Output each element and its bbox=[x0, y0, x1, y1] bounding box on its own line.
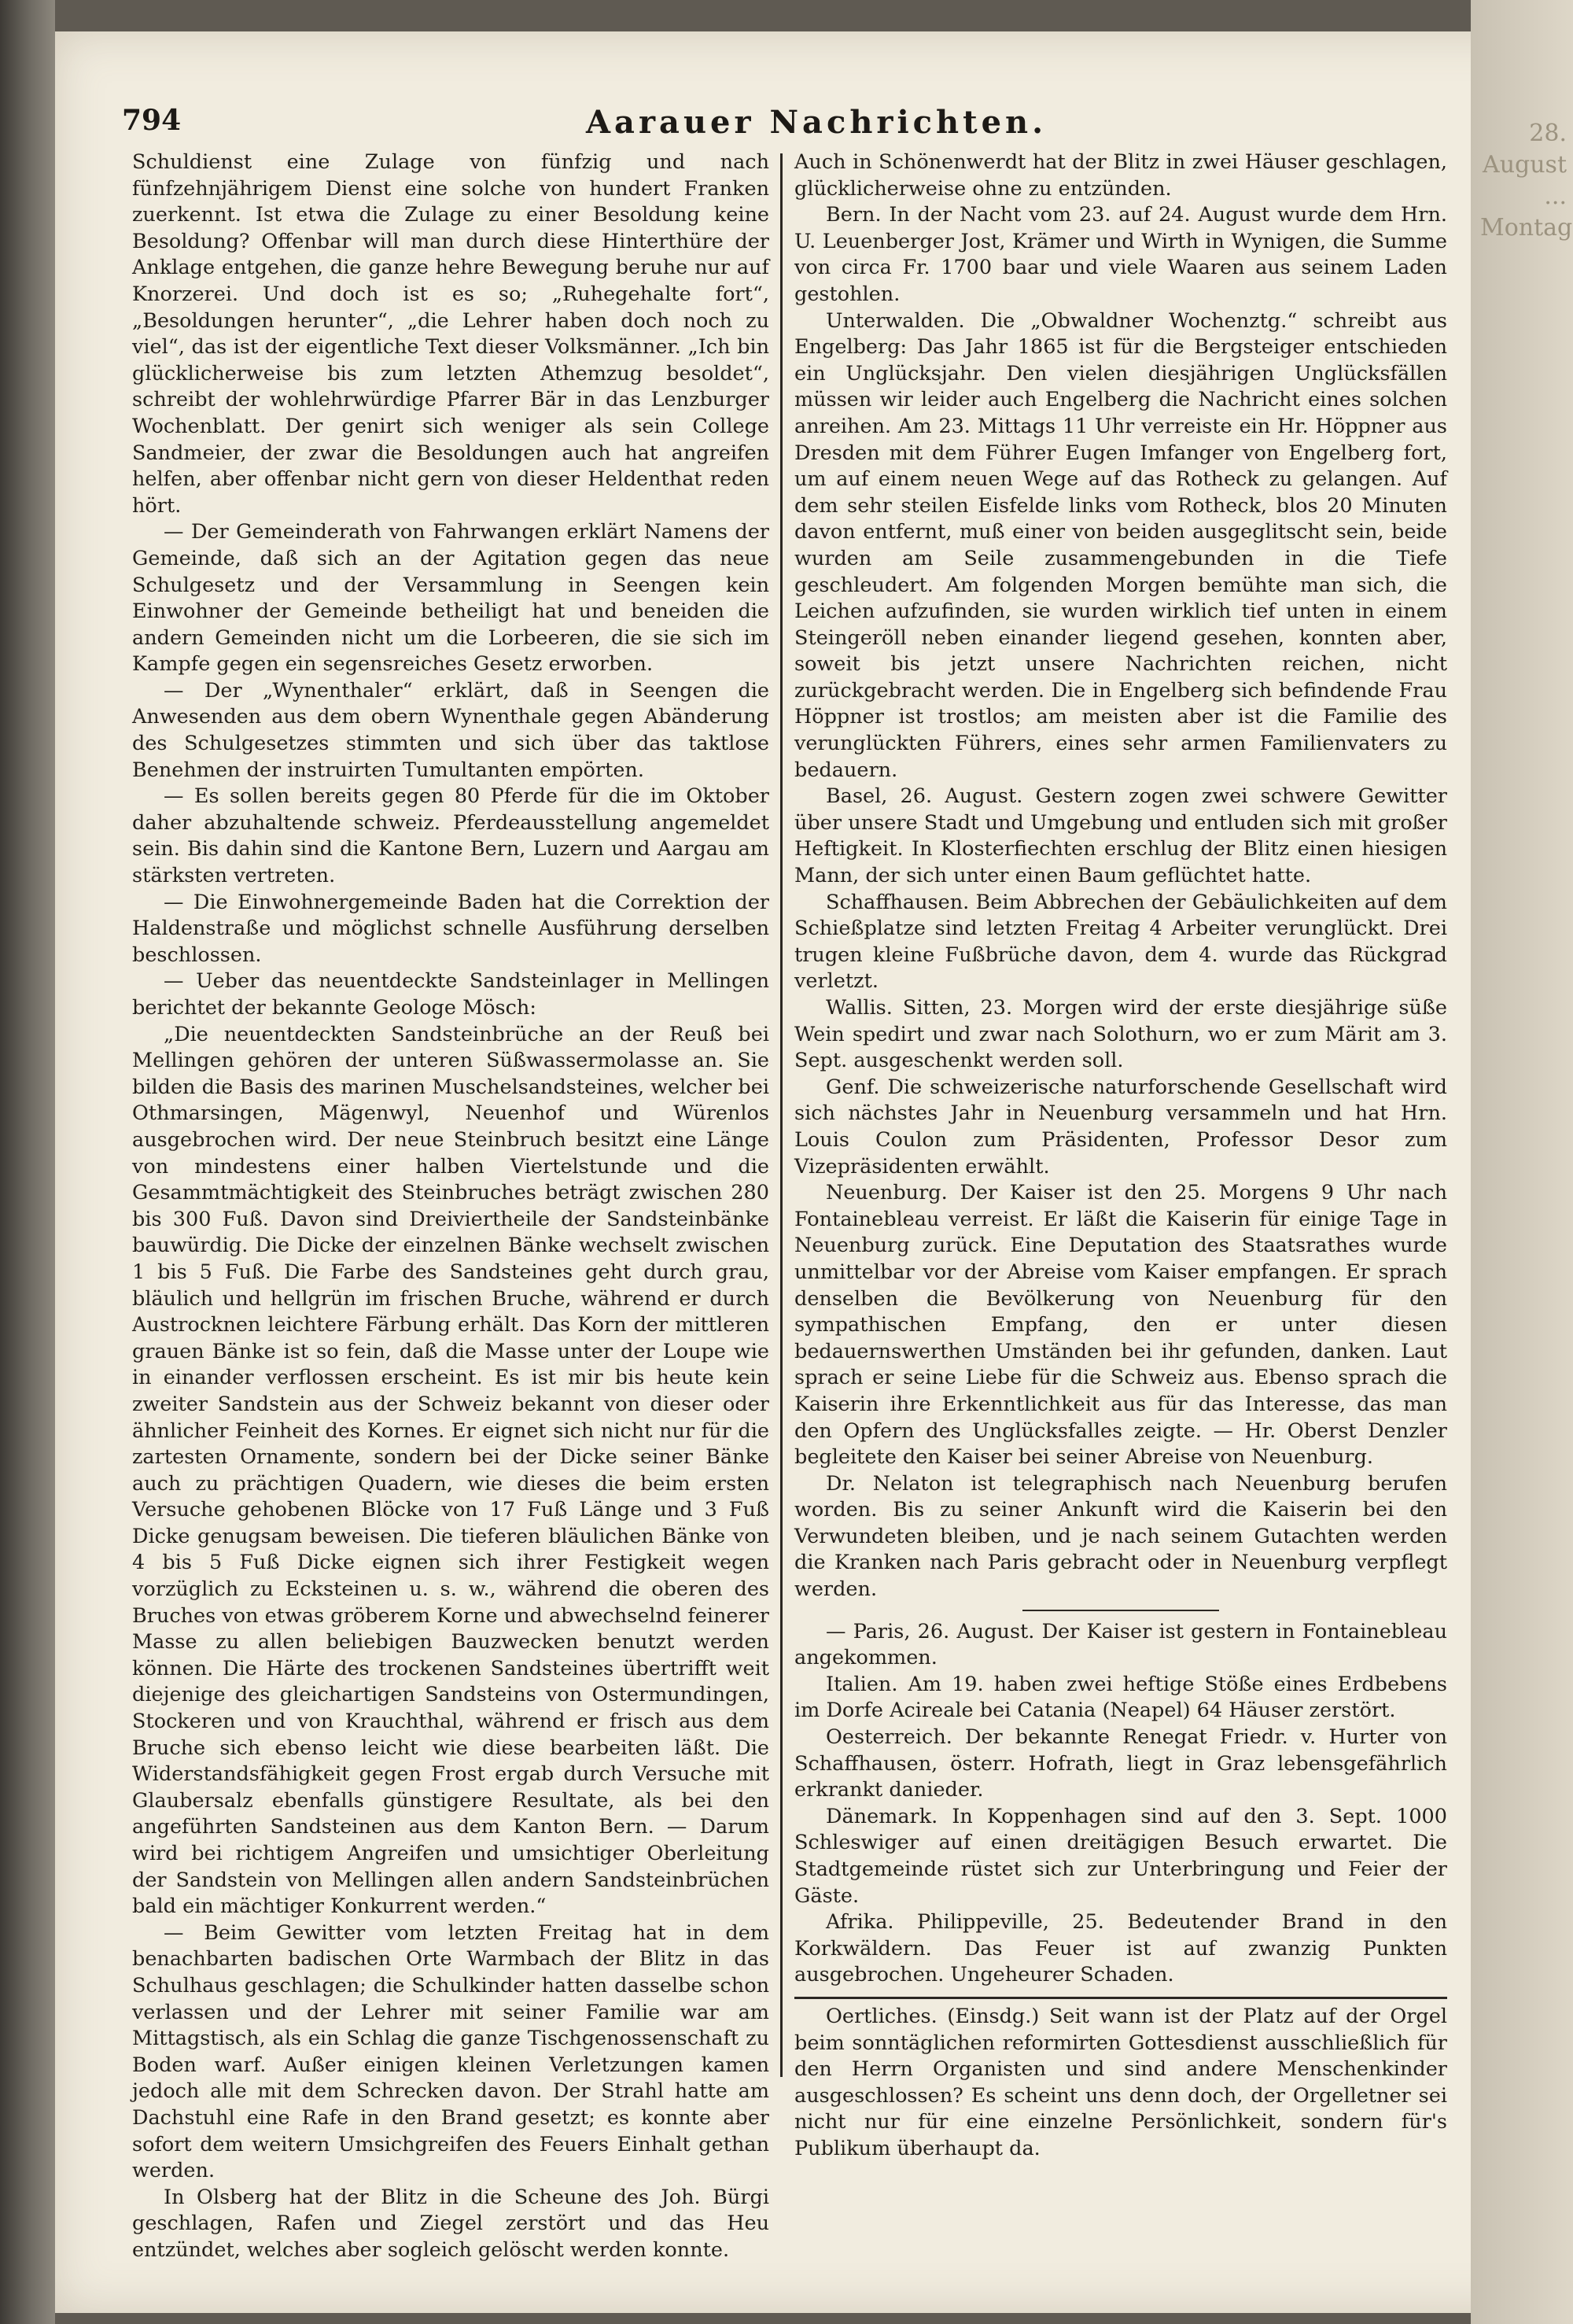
article-basel: Basel, 26. August. Gestern zogen zwei schwere Gewitter über unsere Stadt und Umgebung und entluden sich mit großer Heftigkeit. In Klosterfiechten erschlug der Blitz einen hiesigen Mann, der sich unter einen Baum geflüchtet hatte. bbox=[794, 784, 1447, 888]
article-paragraph: — Die Einwohnergemeinde Baden hat die Correktion der Haldenstraße und möglichst schnelle Ausführung derselben beschlossen. bbox=[132, 890, 769, 967]
article-bern: Bern. In der Nacht vom 23. auf 24. August wurde dem Hrn. U. Leuenberger Jost, Krämer und Wirth in Wynigen, die Summe von circa Fr. 1700 baar und viele Waaren aus seinem Laden gestohlen. bbox=[794, 203, 1447, 306]
page-number: 794 bbox=[122, 104, 182, 137]
article-paragraph: — Es sollen bereits gegen 80 Pferde für die im Oktober daher abzuhaltende schweiz. Pferdeausstellung angemeldet sein. Bis dahin sind die Kantone Bern, Luzern und Aargau am stärksten vertreten. bbox=[132, 784, 769, 888]
article-paragraph: Auch in Schönenwerdt hat der Blitz in zwei Häuser geschlagen, glücklicherweise ohne zu entzünden. bbox=[794, 150, 1447, 201]
article-paragraph: In Olsberg hat der Blitz in die Scheune des Joh. Bürgi geschlagen, Rafen und Ziegel zerstört und das Heu entzündet, welches aber sogleich gelöscht werden konnte. bbox=[132, 2185, 769, 2262]
article-paragraph: — Der Gemeinderath von Fahrwangen erklärt Namens der Gemeinde, daß sich an der Agitation gegen das neue Schulgesetz und der Versammlung in Seengen kein Einwohner der Gemeinde betheiligt hat und beneiden die andern Gemeinden nicht um die Lorbeeren, die sie sich im Kampfe gegen ein segensreiches Gesetz erworben. bbox=[132, 520, 769, 677]
article-paragraph: Schuldienst eine Zulage von fünfzig und nach fünfzehnjährigem Dienst eine solche von hundert Franken zuerkennt. Ist etwa die Zulage zu einer Besoldung keine Besoldung? Offenbar will man durch diese Hinterthüre der Anklage entgehen, die ganze hehre Bewegung beruhe nur auf Knorzerei. Und doch ist es so; „Ruhegehalte fort“, „Besoldungen herunter“, „die Lehrer haben doch noch zu viel“, das ist der eigentliche Text dieser Volksmänner. „Ich bin glücklicherweise bis zum letzten Athemzug besoldet“, schreibt der wohlehrwürdige Pfarrer Bär in das Lenzburger Wochenblatt. Der genirt sich weniger als sein College Sandmeier, der zwar die Besoldungen auch hat angreifen helfen, aber offenbar nicht gern von dieser Heldenthat reden hört. bbox=[132, 150, 769, 518]
article-oertliches: Oertliches. (Einsdg.) Seit wann ist der Platz auf der Orgel beim sonntäglichen reformirten Gottesdienst ausschließlich für den Herrn Organisten und sind andere Menschenkinder ausgeschlossen? Es scheint uns denn doch, der Orgelletner sei nicht nur für eine einzelne Persönlichkeit, sondern für's Publikum überhaupt da. bbox=[794, 2004, 1447, 2160]
article-afrika: Afrika. Philippeville, 25. Bedeutender Brand in den Korkwäldern. Das Feuer ist auf zwanzig Punkten ausgebrochen. Ungeheurer Schaden. bbox=[794, 1910, 1447, 1987]
masthead-title: Aarauer Nachrichten. bbox=[586, 104, 1048, 141]
article-daenemark: Dänemark. In Koppenhagen sind auf den 3. Sept. 1000 Schleswiger auf einen dreitägigen Besuch erwartet. Die Stadtgemeinde rüstet sich zur Unterbringung und Feier der Gäste. bbox=[794, 1804, 1447, 1908]
article-unterwalden: Unterwalden. Die „Obwaldner Wochenztg.“ schreibt aus Engelberg: Das Jahr 1865 ist für die Bergsteiger entschieden ein Unglücksjahr. Den vielen diesjährigen Unglücksfällen müssen wir leider auch Engelberg die Nachricht eines solchen anreihen. Am 23. Mittags 11 Uhr verreiste ein Hr. Höppner aus Dresden mit dem Führer Eugen Imfanger von Engelberg fort, um auf einem neuen Wege auf das Rotheck zu gelangen. Auf dem sehr steilen Eisfelde links vom Rotheck, blos 20 Minuten davon entfernt, muß einer von beiden ausgeglitscht sein, beide wurden am Seile zusammengebunden in die Tiefe geschleudert. Am folgenden Morgen bemühte man sich, die Leichen aufzufinden, sie wurden wirklich tief unten in einem Steingeröll neben einander liegend gesehen, konnten aber, soweit bis jetzt unsere Nachrichten reichen, nicht zurückgebracht werden. Die in Engelberg sich befindende Frau Höppner ist trostlos; am meisten aber ist die Familie des verunglückten Führers, eines sehr armen Familienvaters zu bedauern. bbox=[794, 308, 1447, 782]
left-column bbox=[132, 149, 769, 2264]
next-page-ghost-text: 28. August ... Montag bbox=[1480, 120, 1573, 242]
article-neuenburg: Neuenburg. Der Kaiser ist den 25. Morgens 9 Uhr nach Fontainebleau verreist. Er läßt die Kaiserin für einige Tage in Neuenburg zurück. Eine Deputation des Staatsrathes wurde unmittelbar vor der Abreise vom Kaiser empfangen. Er sprach denselben die Bevölkerung von Neuenburg für den sympathischen Empfang, den er unter diesen bedauernswerthen Umständen bei ihr gefunden, danken. Laut sprach er seine Liebe für die Schweiz aus. Ebenso sprach die Kaiserin ihre Erkenntlichkeit aus für das Interesse, das man den Opfern des Unglücksfalles zeigte. — Hr. Oberst Denzler begleitete den Kaiser bei seiner Abreise von Neuenburg. bbox=[794, 1181, 1447, 1470]
next-page-edge bbox=[1471, 0, 1573, 2324]
page-header bbox=[122, 104, 1451, 151]
quoted-report: „Die neuentdeckten Sandsteinbrüche an der Reuß bei Mellingen gehören der unteren Süßwassermolasse an. Sie bilden die Basis des marinen Muschelsandsteines, welcher bei Othmarsingen, Mägenwyl, Neuenhof und Würenlos ausgebrochen wird. Der neue Steinbruch besitzt eine Länge von mindestens einer halben Viertelstunde und die Gesammtmächtigkeit des Steinbruches beträgt zwischen 280 bis 300 Fuß. Davon sind Dreiviertheile der Sandsteinbänke bauwürdig. Die Dicke der einzelnen Bänke wechselt zwischen 1 bis 5 Fuß. Die Farbe des Sandsteines geht durch grau, bläulich und hellgrün im frischen Bruche, während er durch Austrocknen leichtere Färbung erhält. Das Korn der mittleren grauen Bänke ist so fein, daß die Masse unter der Loupe wie in einander verflossen erscheint. Es ist mir bis heute kein zweiter Sandstein aus der Schweiz bekannt von dieser oder ähnlicher Feinheit des Kornes. Er eignet sich nicht nur für die zartesten Ornamente, sondern bei der Dicke seiner Bänke auch zu prächtigen Quadern, wie dieses die beim ersten Versuche gehobenen Blöcke von 17 Fuß Länge und 3 Fuß Dicke genugsam beweisen. Die tieferen bläulichen Bänke von 4 bis 5 Fuß Dicke eignen sich ihrer Festigkeit wegen vorzüglich zu Ecksteinen u. s. w., während die oberen des Bruches von etwas gröberem Korne und abwechselnd feinerer Masse zu allen beliebigen Bauzwecken benutzt werden können. Die Härte des trockenen Sandsteines übertrifft weit diejenige des gleichartigen Sandsteins von Ostermundingen, Stockeren und von Krauchthal, während er frisch aus dem Bruche sich ebenso leicht wie diese bearbeiten läßt. Die Widerstandsfähigkeit gegen Frost ergab durch Versuche mit Glaubersalz ebenfalls günstigere Resultate, als bei den angeführten Sandsteinen aus dem Kanton Bern. — Darum wird bei richtigem Angreifen und umsichtiger Oberleitung der Sandstein von Mellingen allen andern Sandsteinbrüchen bald ein mächtiger Konkurrent werden.“ bbox=[132, 1022, 769, 1919]
article-schaffhausen: Schaffhausen. Beim Abbrechen der Gebäulichkeiten auf dem Schießplatze sind letzten Freitag 4 Arbeiter verunglückt. Drei trugen kleine Fußbrüche davon, dem 4. wurde das Rückgrad verletzt. bbox=[794, 890, 1447, 994]
article-paragraph: — Ueber das neuentdeckte Sandsteinlager in Mellingen berichtet der bekannte Geologe Mösch: bbox=[132, 969, 769, 1020]
article-paragraph: — Beim Gewitter vom letzten Freitag hat in dem benachbarten badischen Orte Warmbach der Blitz in das Schulhaus geschlagen; die Schulkinder hatten dasselbe schon verlassen und der Lehrer mit seiner Familie war am Mittagstisch, als ein Schlag die ganze Tischgenossenschaft zu Boden warf. Außer einigen kleinen Verletzungen kamen jedoch alle mit dem Schrecken davon. Der Strahl hatte am Dachstuhl eine Rafe in den Brand gesetzt; es konnte aber sofort dem weitern Umsichgreifen des Feuers Einhalt gethan werden. bbox=[132, 1920, 769, 2183]
section-divider bbox=[794, 1997, 1447, 1999]
article-paris: — Paris, 26. August. Der Kaiser ist gestern in Fontainebleau angekommen. bbox=[794, 1619, 1447, 1670]
article-nelaton: Dr. Nelaton ist telegraphisch nach Neuenburg berufen worden. Bis zu seiner Ankunft wird die Kaiserin bei den Verwundeten bleiben, und je nach seinem Gutachten werden die Kranken nach Paris gebracht oder in Neuenburg verpflegt werden. bbox=[794, 1471, 1447, 1602]
section-divider bbox=[1022, 1610, 1219, 1611]
article-italien: Italien. Am 19. haben zwei heftige Stöße eines Erdbebens im Dorfe Acireale bei Catania (Neapel) 64 Häuser zerstört. bbox=[794, 1672, 1447, 1723]
scan-edge-left bbox=[0, 0, 55, 2324]
article-paragraph: — Der „Wynenthaler“ erklärt, daß in Seengen die Anwesenden aus dem obern Wynenthale gegen Abänderung des Schulgesetzes stimmten und sich über das taktlose Benehmen der instruirten Tumultanten empörten. bbox=[132, 678, 769, 782]
column-divider bbox=[780, 153, 783, 2077]
article-wallis: Wallis. Sitten, 23. Morgen wird der erste diesjährige süße Wein spedirt und zwar nach Solothurn, wo er zum Märit am 3. Sept. ausgeschenkt werden soll. bbox=[794, 996, 1447, 1073]
article-oesterreich: Oesterreich. Der bekannte Renegat Friedr. v. Hurter von Schaffhausen, österr. Hofrath, liegt in Graz lebensgefährlich erkrankt danieder. bbox=[794, 1725, 1447, 1802]
article-genf: Genf. Die schweizerische naturforschende Gesellschaft wird sich nächstes Jahr in Neuenburg versammeln und hat Hrn. Louis Coulon zum Präsidenten, Professor Desor zum Vizepräsidenten erwählt. bbox=[794, 1075, 1447, 1179]
right-column bbox=[794, 149, 1447, 2163]
